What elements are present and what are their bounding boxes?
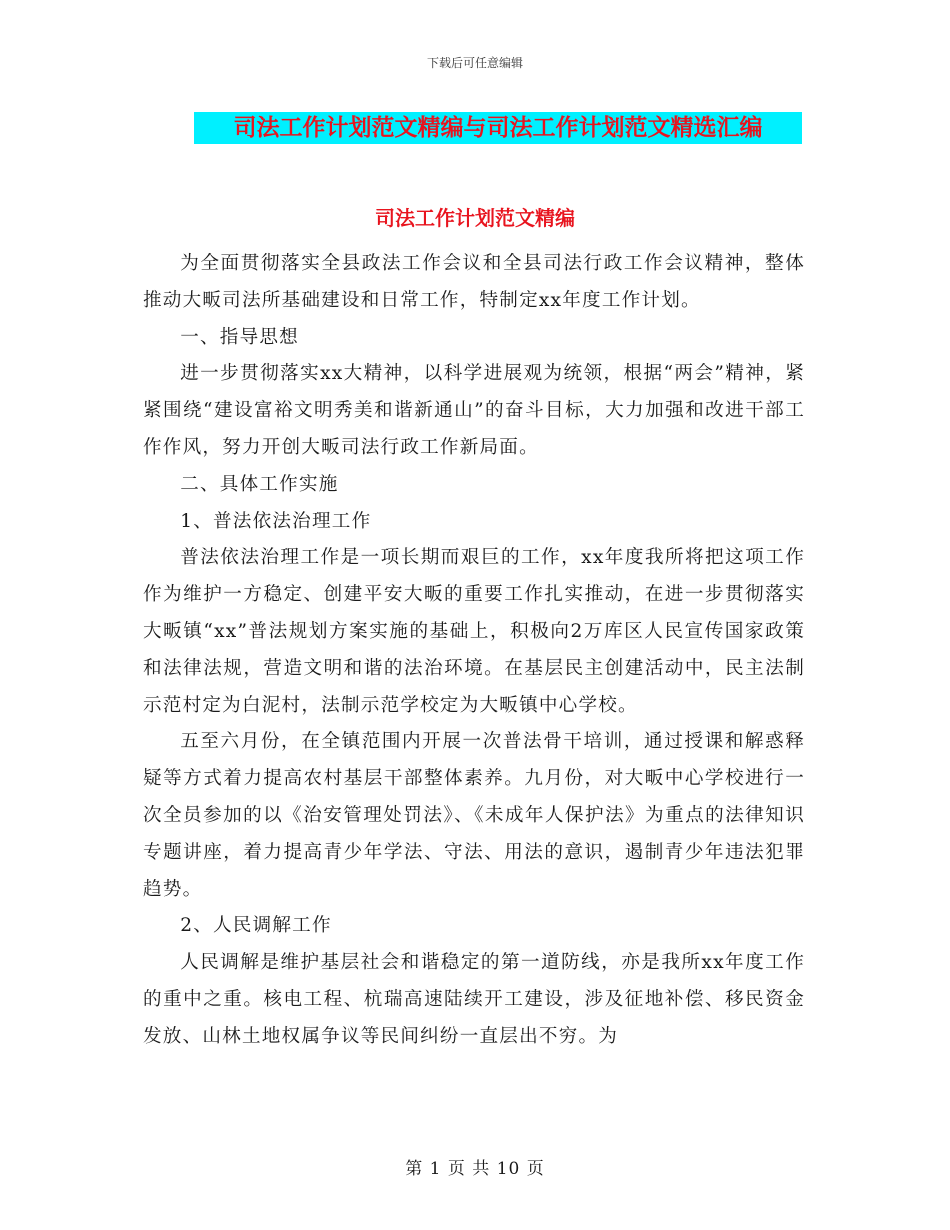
heading-mediation: 2、人民调解工作 — [180, 915, 332, 937]
law-popularization-paragraph: 普法依法治理工作是一项长期而艰巨的工作，xx年度我所将把这项工作作为维护一方稳定、创建平安大畈的重要工作扎实推动，在进一步贯彻落实大畈镇“xx”普法规划方案实施的基础上，积极向2万库区人民宣传国家政策和法律法规，营造文明和谐的法治环境。在基层民主创建活动中，民主法制示范村定为白泥村，法制示范学校定为大畈镇中心学校。 — [143, 547, 805, 716]
document-main-title: 司法工作计划范文精编与司法工作计划范文精选汇编 — [194, 112, 802, 144]
document-body — [143, 246, 805, 1056]
intro-paragraph: 为全面贯彻落实全县政法工作会议和全县司法行政工作会议精神，整体推动大畈司法所基础建设和日常工作，特制定xx年度工作计划。 — [143, 253, 805, 311]
heading-law-popularization: 1、普法依法治理工作 — [180, 510, 372, 532]
section-title: 司法工作计划范文精编 — [375, 206, 575, 230]
page-number: 第 1 页 共 10 页 — [405, 1159, 545, 1179]
training-paragraph: 五至六月份，在全镇范围内开展一次普法骨干培训，通过授课和解惑释疑等方式着力提高农村基层干部整体素养。九月份，对大畈中心学校进行一次全员参加的以《治安管理处罚法》、《未成年人保护法》为重点的法律知识专题讲座，着力提高青少年学法、守法、用法的意识，遏制青少年违法犯罪趋势。 — [143, 731, 805, 900]
heading-specific-work: 二、具体工作实施 — [180, 473, 339, 495]
download-note: 下载后可任意编辑 — [426, 56, 523, 70]
guiding-ideology-paragraph: 进一步贯彻落实xx大精神，以科学进展观为统领，根据“两会”精神，紧紧围绕“建设富裕文明秀美和谐新通山”的奋斗目标，大力加强和改进干部工作作风，努力开创大畈司法行政工作新局面。 — [143, 363, 805, 458]
mediation-paragraph: 人民调解是维护基层社会和谐稳定的第一道防线，亦是我所xx年度工作的重中之重。核电工程、杭瑞高速陆续开工建设，涉及征地补偿、移民资金发放、山林土地权属争议等民间纠纷一直层出不穷。为 — [143, 952, 805, 1047]
heading-guiding-ideology: 一、指导思想 — [180, 326, 299, 348]
